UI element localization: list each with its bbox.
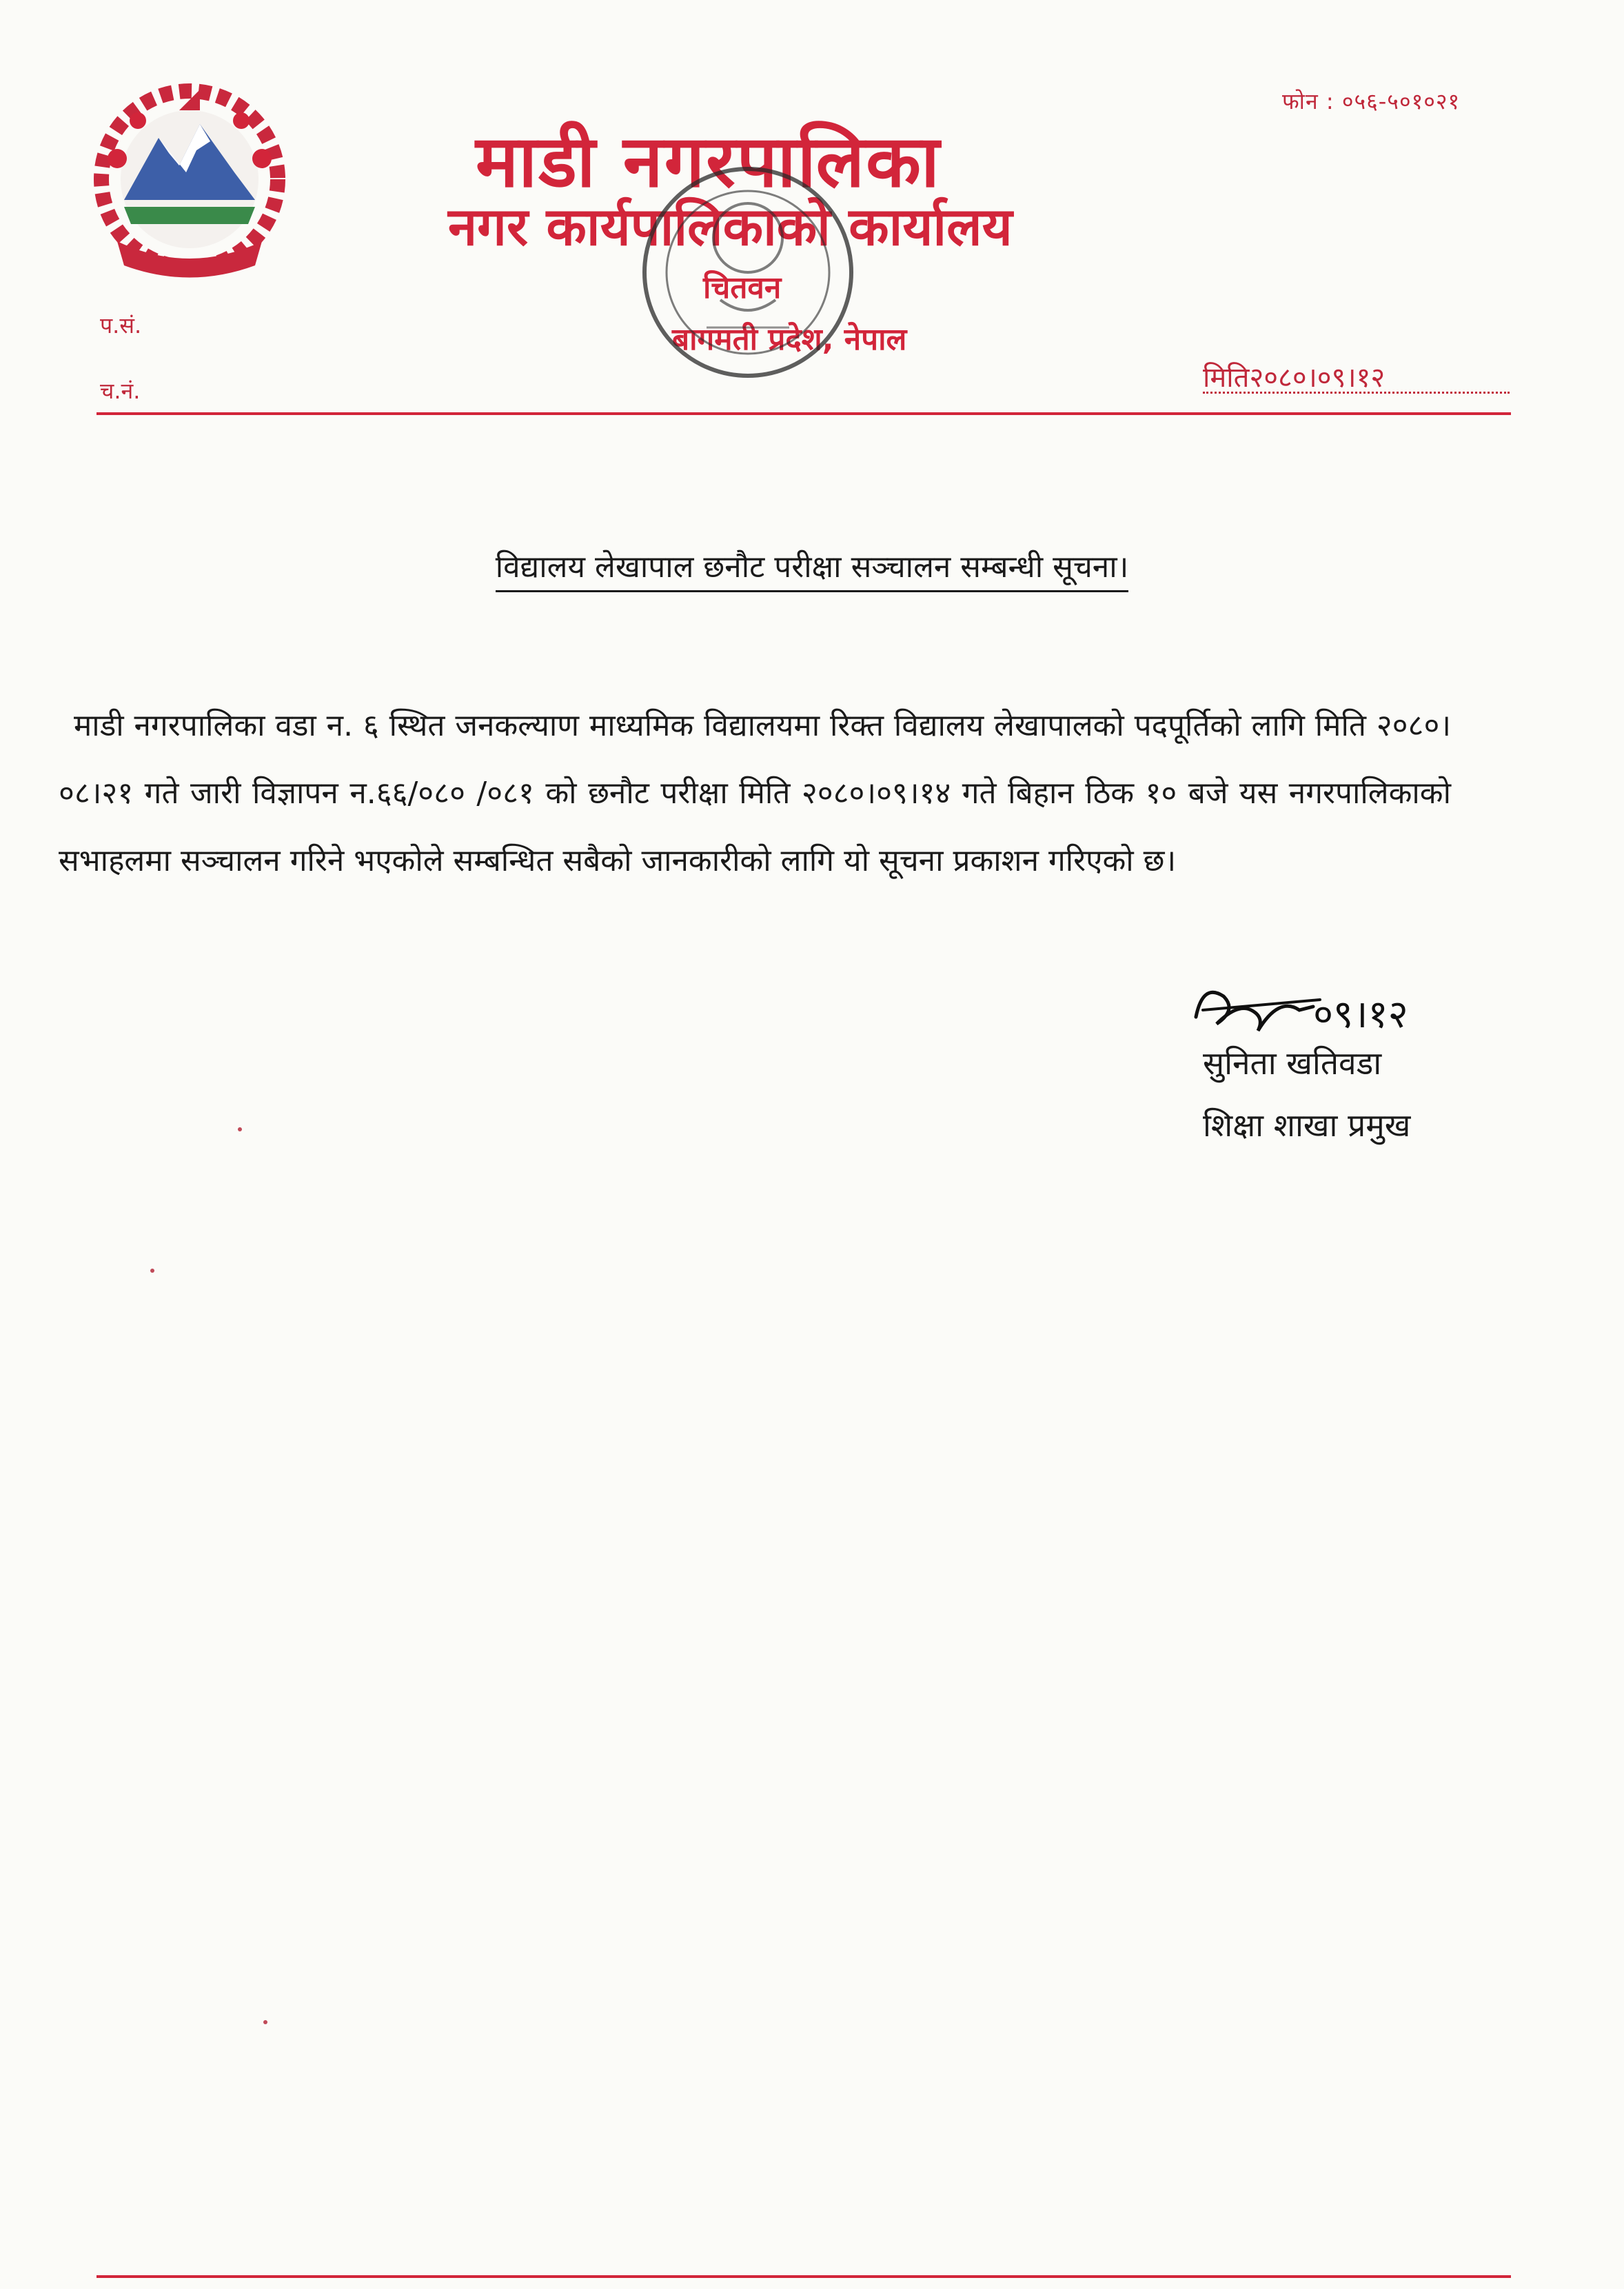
notice-subject-text: विद्यालय लेखापाल छनौट परीक्षा सञ्चालन सम्बन्धी सूचना।	[496, 545, 1129, 592]
paper-speck	[238, 1127, 242, 1131]
reference-ps-label: प.सं.	[100, 312, 142, 339]
notice-body: माडी नगरपालिका वडा न. ६ स्थित जनकल्याण माध्यमिक विद्यालयमा रिक्त विद्यालय लेखापालको पदपूर्तिको लागि मिति २०८०।०८।२१ गते जारी विज्ञापन न.६६/०८० /०८१ को छनौट परीक्षा मिति २०८०।०९।१४ गते बिहान ठिक १० बजे यस नगरपालिकाको सभाहलमा सञ्चालन गरिने भएकोले सम्बन्धित सबैको जानकारीको लागि यो सूचना प्रकाशन गरिएको छ।	[59, 708, 1451, 878]
date-dotted-line	[1203, 392, 1510, 394]
office-subtitle: नगर कार्यपालिकाको कार्यालय	[448, 196, 1013, 257]
reference-cn-label: च.नं.	[100, 378, 141, 404]
signatory-name: सुनिता खतिवडा	[1203, 1045, 1382, 1082]
header-divider	[97, 412, 1511, 415]
footer-divider	[97, 2275, 1511, 2278]
paper-speck	[263, 2020, 267, 2024]
phone-number: फोन : ०५६-५०१०२१	[1282, 88, 1461, 114]
letter-date: मिति२०८०।०९।१२	[1203, 362, 1386, 394]
paper-speck	[150, 1269, 154, 1273]
office-province: बागमती प्रदेश, नेपाल	[672, 322, 907, 357]
nepal-emblem-icon	[76, 69, 303, 296]
office-district: चितवन	[703, 270, 782, 305]
signature-icon	[1175, 969, 1479, 1051]
signatory-title: शिक्षा शाखा प्रमुख	[1203, 1107, 1411, 1144]
office-stamp-icon	[624, 148, 872, 396]
signature-date: ०९।१२	[1313, 992, 1408, 1037]
office-name: माडी नगरपालिका	[476, 119, 941, 203]
notice-subject	[0, 545, 1624, 592]
